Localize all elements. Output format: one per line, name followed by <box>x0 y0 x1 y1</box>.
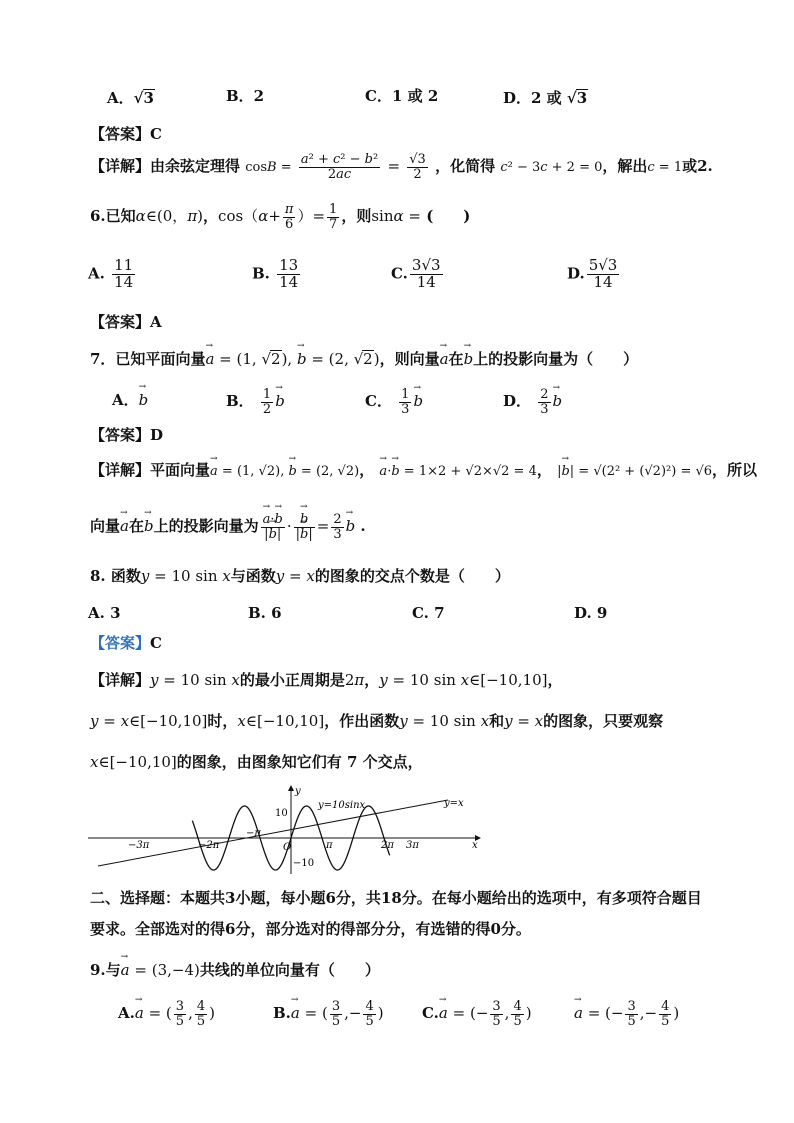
q7-option-c: C． $\frac{1}{3}$ → b <box>365 388 423 416</box>
y-tick-10: 10 <box>275 808 288 819</box>
x-tick-pi: π <box>326 840 333 851</box>
q8-stem: 8. 函数y = 10 sin x与函数y = x的图象的交点个数是（ ） <box>90 567 510 585</box>
q9-option-c: C.→ a = (− $\frac{3}{5}$ , $\frac{4}{5}$ ) <box>422 1000 532 1028</box>
y-tick-neg10: −10 <box>293 858 315 869</box>
x-tick-negpi: −π <box>246 828 261 839</box>
q7-detail-line2: 向量→ a在→ b上的投影向量为 → $\frac{a\cdot\to b}{|\to b|}$ · → $\frac{b}{|\to b|}$ = $\frac{2}{3}$ → b . <box>90 513 366 541</box>
q7-detail-line1: 【详解】平面向量→ a = (1, √2), → b = (2, √2)， → a·→ b = 1×2 + √2×√2 = 4， |→ b| = √(2² + (√2)²) = √6，所以 <box>90 463 757 478</box>
sin-curve-label: y=10sinx <box>318 800 366 811</box>
line-y-eq-x <box>98 800 448 866</box>
q6-option-d: D. $\frac{5√3}{14}$ <box>567 256 618 291</box>
q7-option-b: B． $\frac{1}{2}$ → b <box>226 388 285 416</box>
q8-option-c: C. 7 <box>412 604 445 622</box>
q5-option-b: B．2 <box>226 87 265 105</box>
q6-option-c: C. $\frac{3√3}{14}$ <box>391 256 441 291</box>
q9-option-b: B.→ a = ( $\frac{3}{5}$ ,− $\frac{4}{5}$ ) <box>273 1000 384 1028</box>
q7-answer: 【答案】D <box>90 426 164 444</box>
q8-detail-line1: 【详解】y = 10 sin x的最小正周期是2π，y = 10 sin x∈[−10,10]， <box>90 671 563 689</box>
q8-answer: 【答案】C <box>90 634 162 652</box>
q6-stem: 6.已知α∈(0，π)，cos（α+ $\frac{\pi}{6}$ ）= $\frac{1}{7}$ ，则sinα = ( ) <box>90 202 471 232</box>
x-tick-neg2pi: −2π <box>198 840 220 851</box>
q5-option-c: C．1 或 2 <box>365 87 439 105</box>
q5-answer: 【答案】C <box>90 125 162 143</box>
q5-option-d: D．2 或 √3 <box>503 89 588 107</box>
x-tick-2pi: 2π <box>381 840 394 851</box>
q9-option-d: → a = (− $\frac{3}{5}$ ,− $\frac{4}{5}$ ) <box>574 1000 679 1028</box>
q6-option-b: B. $\frac{13}{14}$ <box>252 256 299 291</box>
q7-option-a: A．→ b <box>112 393 148 408</box>
q5-detail: 【详解】由余弦定理得 cosB = $\frac{\text{a² + c² − b²}}{2ac}$ = $\frac{√3}{2}$ ，化简得 c² − 3c + 2 = 0，解出c = 1或2. <box>90 152 713 182</box>
q8-detail-line3: x∈[−10,10]的图象，由图象知它们有 7 个交点， <box>90 753 423 771</box>
q8-detail-line2: y = x∈[−10,10]时，x∈[−10,10]，作出函数y = 10 sin x和y = x的图象，只要观察 <box>90 712 664 730</box>
q6-option-a: A. $\frac{11}{14}$ <box>88 256 134 291</box>
x-tick-3pi: 3π <box>406 840 419 851</box>
line-label: y=x <box>444 798 464 809</box>
q7-option-d: D． $\frac{2}{3}$ → b <box>503 388 562 416</box>
q8-option-a: A. 3 <box>88 604 121 622</box>
q8-option-d: D. 9 <box>574 604 608 622</box>
q7-stem: 7．已知平面向量→ a = (1, √2), → b = (2, √2)，则向量→ a在→ b上的投影向量为（ ） <box>90 350 638 368</box>
x-tick-neg3pi: −3π <box>128 840 150 851</box>
q8-option-b: B. 6 <box>248 604 282 622</box>
q9-option-a: A.→ a = ( $\frac{3}{5}$ , $\frac{4}{5}$ ) <box>118 1000 215 1028</box>
q9-stem: 9.与→ a = (3,−4)共线的单位向量有（ ） <box>90 963 380 978</box>
q5-option-a: A．√3 <box>107 89 154 107</box>
x-axis-label: x <box>472 840 478 851</box>
q6-answer: 【答案】A <box>90 313 162 331</box>
section2-heading-line1: 二、选择题：本题共3小题，每小题6分，共18分。在每小题给出的选项中，有多项符合题目 <box>90 889 702 907</box>
section2-heading-line2: 要求。全部选对的得6分，部分选对的得部分分，有选错的得0分。 <box>90 920 531 938</box>
y-axis-label: y <box>295 786 301 797</box>
origin-label: O <box>283 842 292 853</box>
q8-graph <box>88 782 488 877</box>
